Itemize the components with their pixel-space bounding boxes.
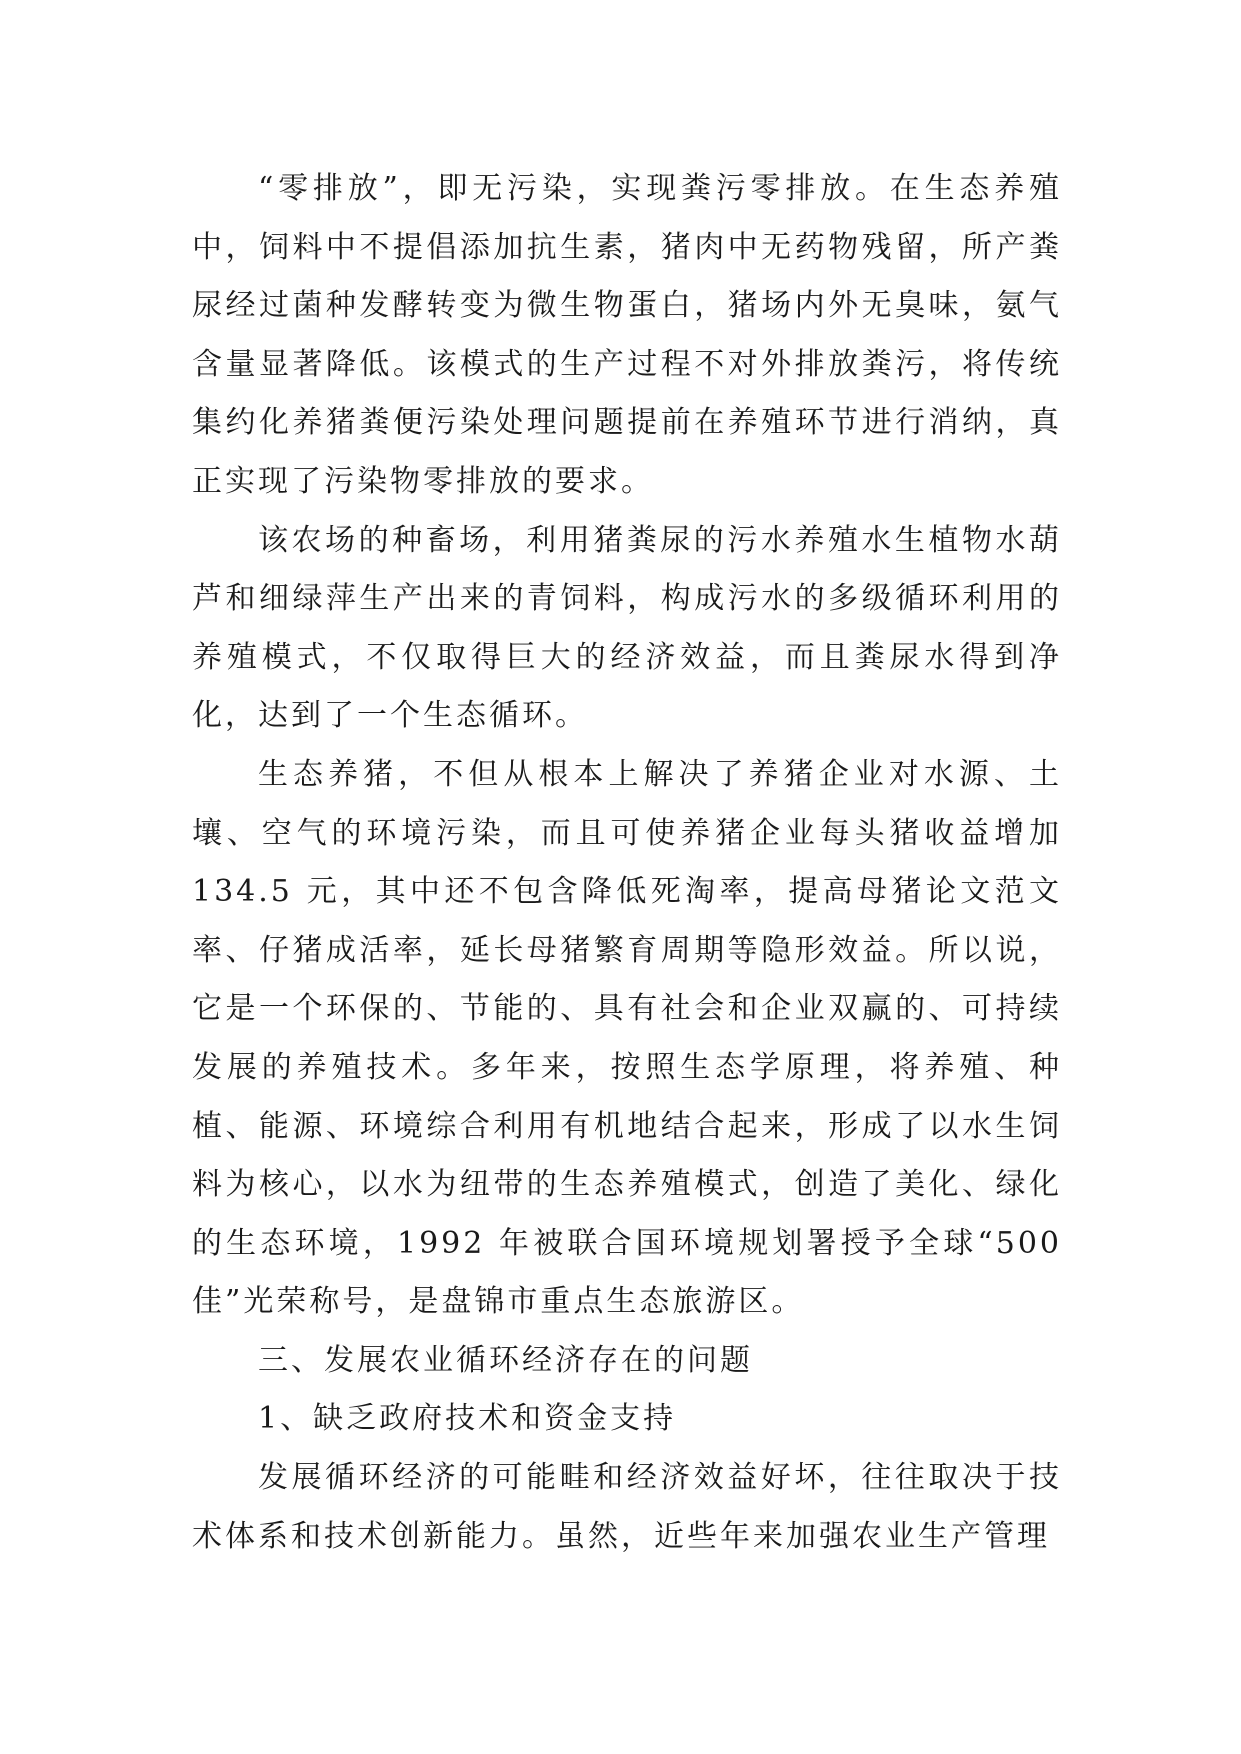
- paragraph-zero-emission: “零排放”，即无污染，实现粪污零排放。在生态养殖中，饲料中不提倡添加抗生素，猪肉中无药物残留，所产粪尿经过菌种发酵转变为微生物蛋白，猪场内外无臭味，氨气含量显著降低。该模式的生产过程不对外排放粪污，将传统集约化养猪粪便污染处理问题提前在养殖环节进行消纳，真正实现了污染物零排放的要求。: [192, 171, 1062, 499]
- subsection-heading-lack-of-support: 1、缺乏政府技术和资金支持: [258, 1401, 677, 1437]
- paragraph-breeding-farm: 该农场的种畜场，利用猪粪尿的污水养殖水生植物水葫芦和细绿萍生产出来的青饲料，构成污水的多级循环利用的养殖模式，不仅取得巨大的经济效益，而且粪尿水得到净化，达到了一个生态循环。: [192, 522, 1062, 734]
- paragraph-ecological-pig-farming: 生态养猪，不但从根本上解决了养猪企业对水源、土壤、空气的环境污染，而且可使养猪企业每头猪收益增加 134.5 元，其中还不包含降低死淘率，提高母猪论文范文率、仔猪成活率，延长母猪繁育周期等隐形效益。所以说，它是一个环保的、节能的、具有社会和企业双赢的、可持续发展的养殖技术。多年来，按照生态学原理，将养殖、种植、能源、环境综合利用有机地结合起来，形成了以水生饲料为核心，以水为纽带的生态养殖模式，创造了美化、绿化的生态环境，1992 年被联合国环境规划署授予全球“500 佳”光荣称号，是盘锦市重点生态旅游区。: [192, 756, 1062, 1320]
- document-page: [192, 160, 1062, 1566]
- section-heading-problems: 三、发展农业循环经济存在的问题: [258, 1342, 753, 1378]
- paragraph-technology-innovation: 发展循环经济的可能畦和经济效益好坏，往往取决于技术体系和技术创新能力。虽然，近些年来加强农业生产管理: [192, 1460, 1062, 1554]
